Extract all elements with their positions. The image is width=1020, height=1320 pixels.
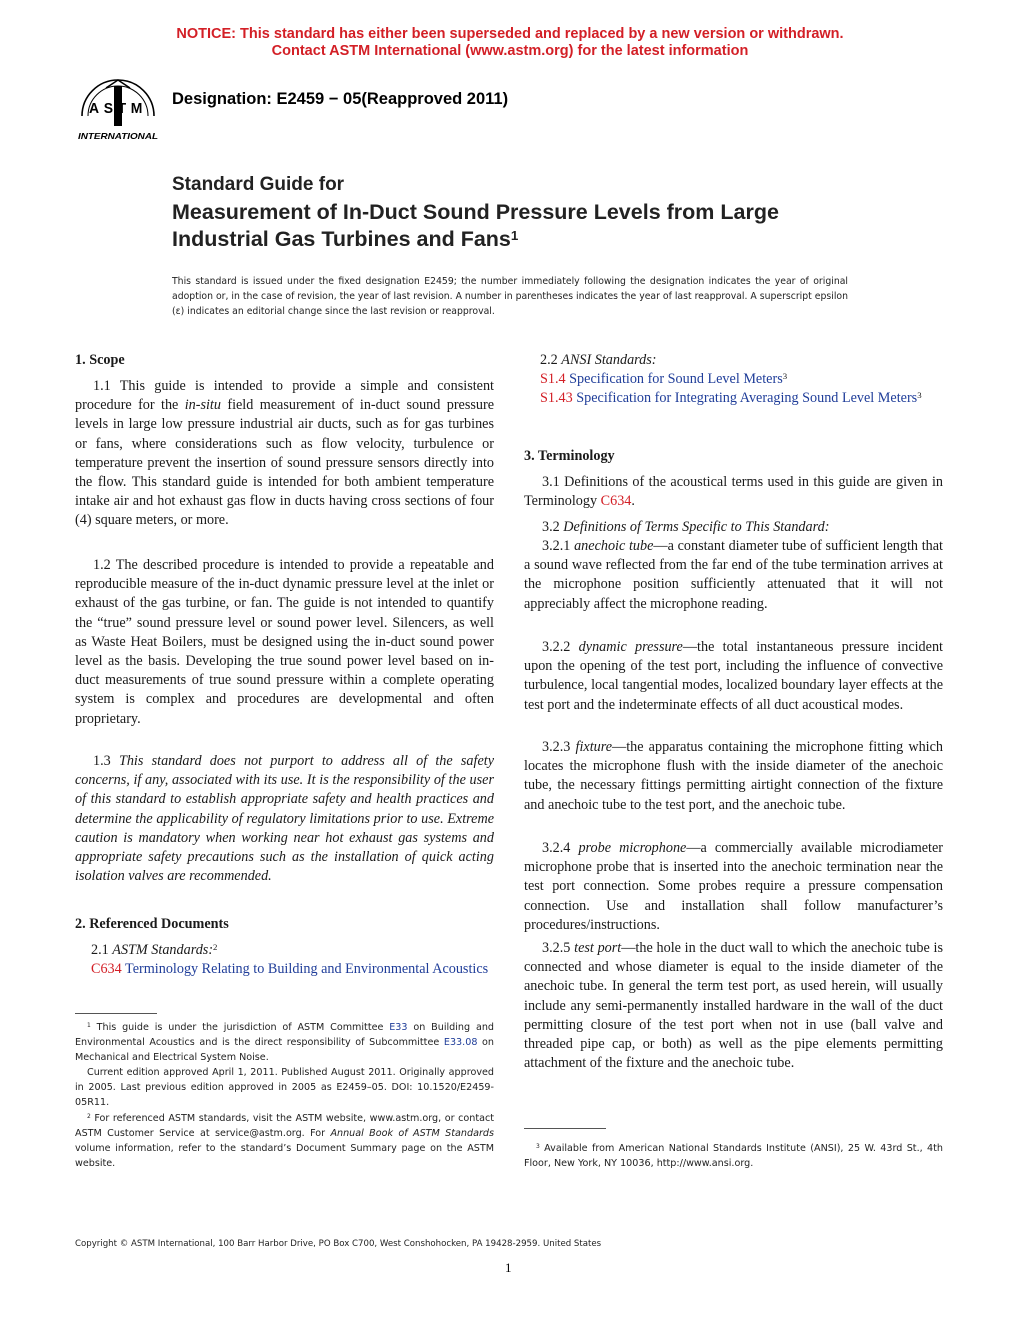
title-footnote-mark: 1 <box>510 228 519 244</box>
reference-s1-43[interactable]: S1.43 Specification for Integrating Averaging Sound Level Meters$^3$ <box>540 390 922 406</box>
section-2-2: 2.2 ANSI Standards: <box>540 352 657 368</box>
section-1-heading: 1. Scope <box>75 352 125 368</box>
reference-c634[interactable]: C634 Terminology Relating to Building and Environmental Acoustics <box>91 961 489 977</box>
title-main <box>172 199 892 253</box>
section-3-2: 3.2 Definitions of Terms Specific to This Standard: <box>542 519 830 535</box>
definition-probe-microphone: 3.2.4 probe microphone—a commercially available microdiameter microphone probe that is inserted into the anechoic termination near the test port connection. Some probes require a pressure compensation connection. Use and installation shall follow manufacturer’s procedures/instructions. <box>524 840 943 933</box>
section-1-1: 1.1 This guide is intended to provide a simple and consistent procedure for the in-situ field measurement of in-duct sound pressure levels in large low pressure industrial air ducts, such as for gas turbines or fans, where considerations such as flow velocity, turbulence or temperature prevent the insertion of sound pressure sensors directly into the flow. This standard guide is intended for both ambient temperature intake air and hot exhaust gas flow in ducts having cross sections of four (4) square meters, or more. <box>75 378 494 529</box>
title-line-3: Industrial Gas Turbines and Fans <box>172 227 511 251</box>
notice-line-2: Contact ASTM International (www.astm.org) for the latest information <box>271 43 749 59</box>
logo-subtitle: INTERNATIONAL <box>78 131 158 141</box>
footnote-2: $^2$ For referenced ASTM standards, visit the ASTM website, www.astm.org, or contact ASTM Customer Service at service@astm.org. For Annual Book of ASTM Standards volume information, refer to the standard’s Document Summary page on the ASTM website. <box>75 1113 494 1169</box>
section-2-1: 2.1 ASTM Standards:$^2$ <box>91 942 218 958</box>
section-1-2: 1.2 The described procedure is intended to provide a repeatable and reproducible measure of the in-duct dynamic pressure level at the inlet or exhaust of the gas turbine, or fan. The guide is not intended to quantify the “true” sound pressure level or sound power level. Silencers, as well as Waste Heat Boilers, must be designed using the in-duct sound power level as the basis. Developing the true sound power level based on in-duct measurements of true sound pressure within a complete operating system is complex and procedures are developmental and often proprietary. <box>75 557 494 727</box>
copyright: Copyright © ASTM International, 100 Barr Harbor Drive, PO Box C700, West Conshohocken, PA 19428-2959. United States <box>75 1239 602 1249</box>
title-line-1: Standard Guide for <box>172 174 345 195</box>
definition-anechoic-tube: 3.2.1 anechoic tube—a constant diameter tube of sufficient length that a sound wave reflected from the far end of the tube termination arrives at the microphone position sufficiently attenuated that it will not appreciably affect the microphone reading. <box>524 538 944 612</box>
footnote-1: $^1$ This guide is under the jurisdiction of ASTM Committee E33 on Building and Environmental Acoustics and is the direct responsibility of Subcommittee E33.08 on Mechanical and Electrical System Noise. Current edition approved April 1, 2011. Published August 2011. Originally approved in 2005. Last previous edition approved in 2005 as E2459–05. DOI: 10.1520/E2459-05R11. <box>75 1022 495 1108</box>
notice-line-1: NOTICE: This standard has either been superseded and replaced by a new version or withdrawn. <box>176 26 844 42</box>
page-number: 1 <box>505 1260 512 1275</box>
reference-s1-4[interactable]: S1.4 Specification for Sound Level Meters$^3$ <box>540 371 788 387</box>
designation: Designation: E2459 − 05(Reapproved 2011) <box>172 90 509 108</box>
link-e33-08[interactable]: E33.08 <box>443 1037 478 1048</box>
section-1-3: 1.3 This standard does not purport to address all of the safety concerns, if any, associated with its use. It is the responsibility of the user of this standard to establish appropriate safety and health practices and determine the applicability of regulatory limitations prior to use. Extreme caution is mandatory when working near hot exhaust gas systems and appropriate safety precautions such as the installation of quick acting isolation valves are recommended. <box>75 753 494 885</box>
link-c634[interactable]: C634 <box>600 493 632 510</box>
astm-logo <box>76 76 160 142</box>
logo-letters: ASTM <box>89 100 147 117</box>
definition-test-port: 3.2.5 test port—the hole in the duct wall to which the anechoic tube is connected and whose diameter is equal to the inside diameter of the anechoic tube. In general the term test port, as used herein, will usually include any semi-permanently installed hardware in the wall of the duct permitting closure of the test port when not in use (ball valve and threaded pipe cap, or both) as well as the pipe elements permitting attachment of the fixture and the anechoic tube. <box>524 940 943 1072</box>
footnote-rule <box>75 1013 157 1014</box>
section-3-1: 3.1 Definitions of the acoustical terms used in this guide are given in Terminology C634. <box>524 474 943 510</box>
definition-dynamic-pressure: 3.2.2 dynamic pressure—the total instantaneous pressure incident upon the opening of the test port, including the influence of convective turbulence, local tangential modes, localized boundary layer effects at the test port and the indeterminate effects of all duct acoustical modes. <box>524 639 943 713</box>
section-2-heading: 2. Referenced Documents <box>75 916 229 932</box>
title-line-2: Measurement of In-Duct Sound Pressure Levels from Large <box>172 200 779 224</box>
issuance-statement: This standard is issued under the fixed designation E2459; the number immediately following the designation indicates the year of original adoption or, in the case of revision, the year of last revision. A number in parentheses indicates the year of last reapproval. A superscript epsilon (ε) indicates an editorial change since the last revision or reapproval. <box>172 276 848 317</box>
section-3-heading: 3. Terminology <box>524 448 615 464</box>
link-e33[interactable]: E33 <box>389 1022 408 1033</box>
definition-fixture: 3.2.3 fixture—the apparatus containing the microphone fitting which locates the microphone flush with the inside diameter of the anechoic tube, the necessary fittings permitting airtight connection of the fixture and anechoic tube to the test port, and the anechoic tube. <box>524 739 944 813</box>
footnote-rule-right <box>524 1128 606 1129</box>
footnote-3: $^3$ Available from American National Standards Institute (ANSI), 25 W. 43rd St., 4th Floor, New York, NY 10036, http://www.ansi.org. <box>524 1143 943 1169</box>
